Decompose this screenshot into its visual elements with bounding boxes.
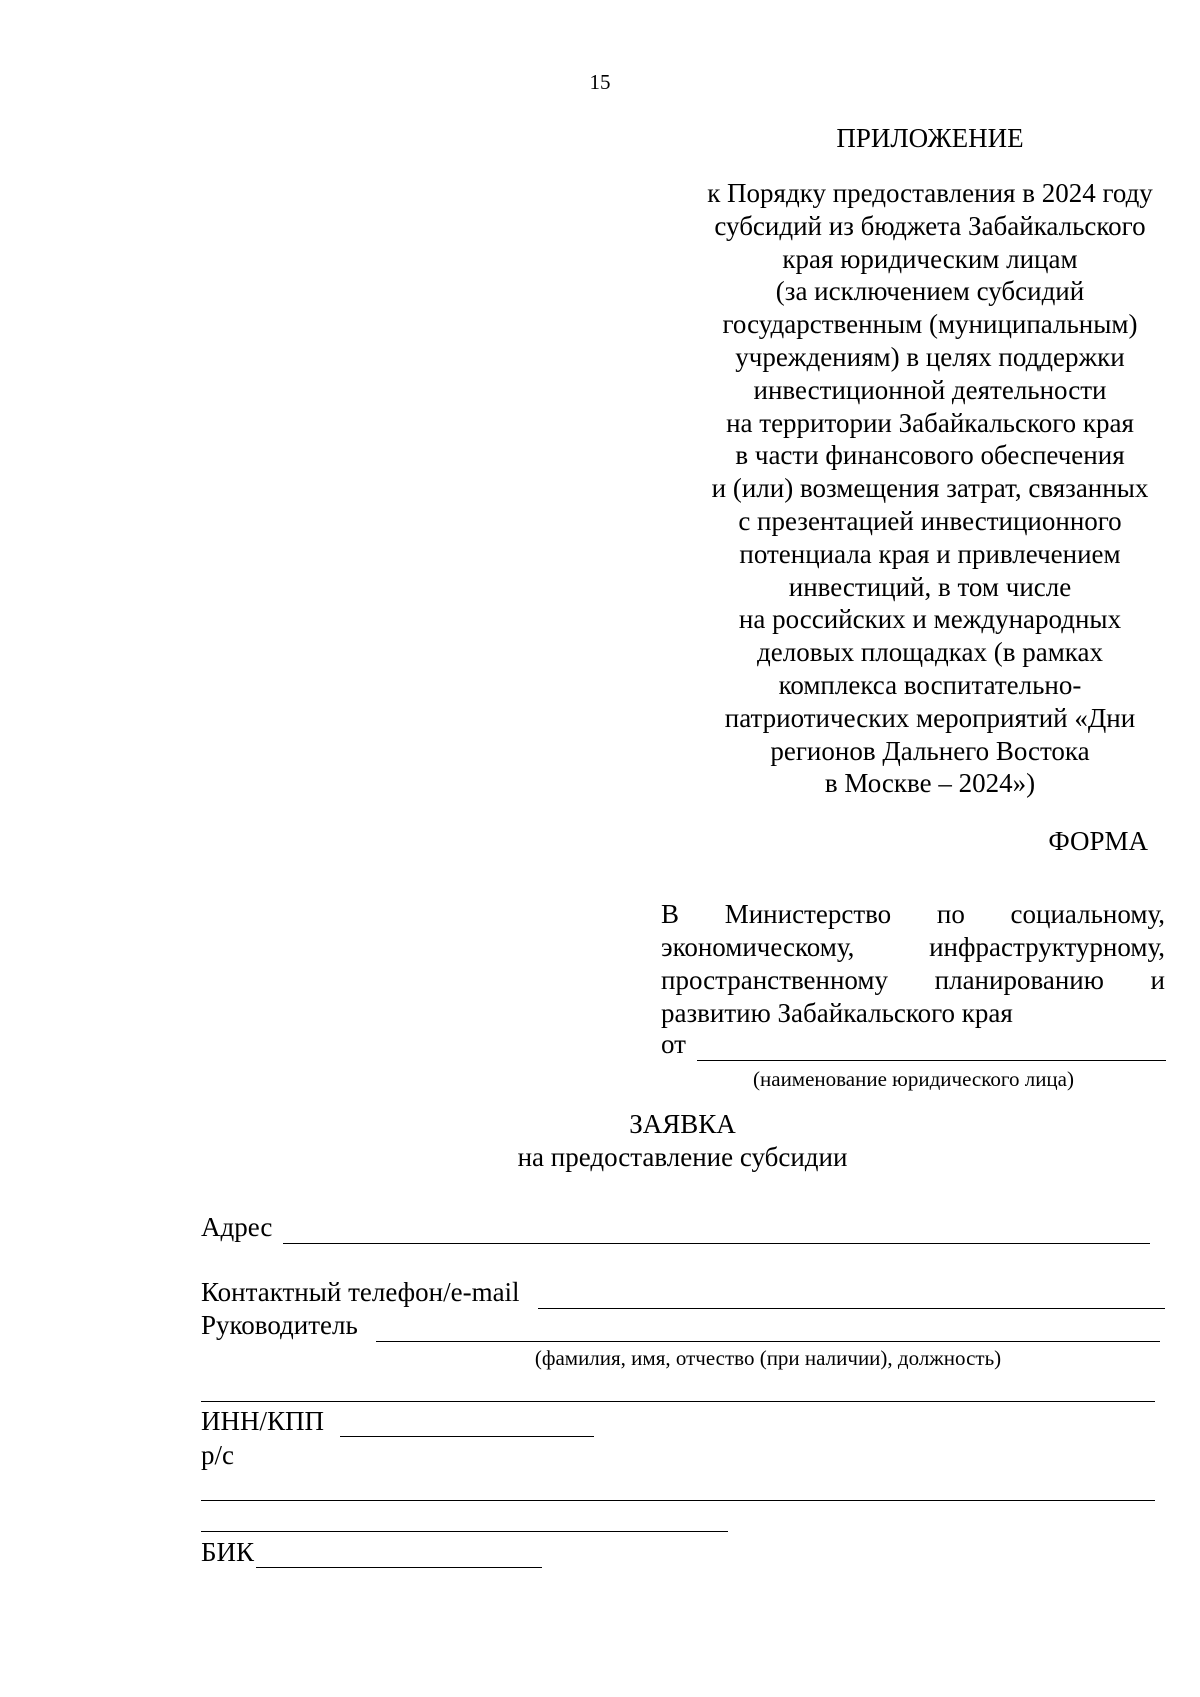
page-number: 15	[589, 70, 611, 94]
appendix-line: патриотических мероприятий «Дни	[724, 702, 1136, 733]
appendix-line: комплекса воспитательно-	[778, 669, 1082, 700]
application-subtitle: на предоставление субсидии	[517, 1142, 848, 1172]
appendix-description	[660, 177, 1200, 800]
addressee-line: развитию Забайкальского края	[661, 998, 1013, 1028]
from-blank-line[interactable]	[697, 1060, 1166, 1061]
head-blank-line[interactable]	[376, 1341, 1160, 1342]
appendix-line: государственным (муниципальным)	[722, 309, 1138, 340]
head-label: Руководитель	[201, 1310, 358, 1340]
appendix-line: регионов Дальнего Востока	[770, 735, 1090, 766]
appendix-line: (за исключением субсидий	[775, 276, 1085, 307]
appendix-line: к Порядку предоставления в 2024 году	[707, 178, 1153, 208]
bik-label: БИК	[201, 1537, 255, 1567]
appendix-line: потенциала края и привлечением	[739, 538, 1121, 569]
addressee-block	[661, 898, 1165, 1030]
contact-label: Контактный телефон/e-mail	[201, 1277, 520, 1307]
account-blank-line[interactable]	[201, 1500, 1155, 1501]
addressee-line: экономическому, инфраструктурному,	[661, 932, 1165, 962]
appendix-title: ПРИЛОЖЕНИЕ	[836, 123, 1024, 153]
appendix-line: в Москве – 2024»)	[824, 768, 1036, 799]
addressee-line: пространственному планированию и	[661, 965, 1165, 995]
application-title: ЗАЯВКА	[629, 1109, 736, 1139]
inn-kpp-blank-line[interactable]	[340, 1436, 594, 1437]
account-blank-line-2[interactable]	[201, 1531, 728, 1532]
form-label: ФОРМА	[1048, 826, 1148, 856]
appendix-line: и (или) возмещения затрат, связанных	[711, 473, 1149, 504]
head-extra-line[interactable]	[201, 1401, 1155, 1402]
appendix-line: на российских и международных	[738, 604, 1122, 635]
appendix-line: субсидий из бюджета Забайкальского	[714, 210, 1146, 241]
address-blank-line[interactable]	[283, 1243, 1150, 1244]
head-caption: (фамилия, имя, отчество (при наличии), должность)	[534, 1346, 1002, 1370]
bik-blank-line[interactable]	[256, 1567, 542, 1568]
addressee-line: В Министерство по социальному,	[661, 899, 1165, 929]
appendix-line: с презентацией инвестиционного	[738, 505, 1122, 536]
appendix-line: края юридическим лицам	[782, 243, 1078, 274]
appendix-line: учреждениям) в целях поддержки	[735, 341, 1125, 372]
contact-blank-line[interactable]	[538, 1308, 1165, 1309]
account-label: р/с	[201, 1440, 234, 1470]
address-label: Адрес	[201, 1212, 273, 1242]
appendix-line: на территории Забайкальского края	[726, 407, 1134, 438]
from-label: от	[661, 1029, 686, 1059]
inn-kpp-label: ИНН/КПП	[201, 1406, 325, 1436]
from-caption: (наименование юридического лица)	[753, 1067, 1074, 1091]
appendix-line: инвестиционной деятельности	[753, 374, 1107, 405]
appendix-line: в части финансового обеспечения	[735, 440, 1125, 471]
appendix-line: деловых площадках (в рамках	[757, 637, 1103, 668]
appendix-line: инвестиций, в том числе	[788, 571, 1072, 602]
